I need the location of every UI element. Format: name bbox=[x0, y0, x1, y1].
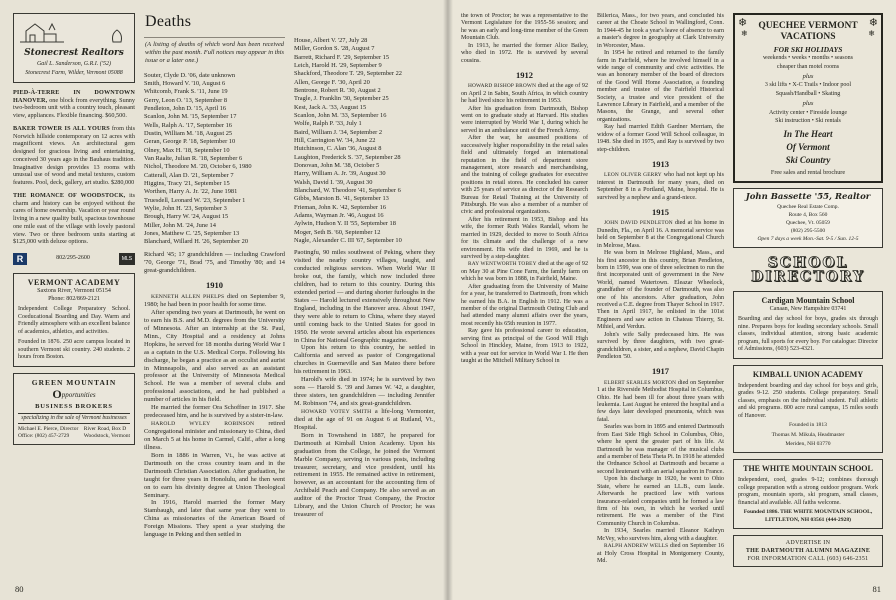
obituary-paragraph: LEON OLIVER GERRY who had not kept up his interest in Dartmouth for many years, died on September 8 in a Portland, Maine, hospital. He is survived by a nephew and a grand-niece. bbox=[597, 172, 724, 201]
ad-quechee-vacations bbox=[733, 13, 883, 183]
obituary-paragraph: Born in 1886 in Warren, Vt., he was active at Dartmouth on the cross country team and in the Dartmouth Christian Association. After graduation, he taught for three years in Honolulu, and he then went on to earn his divinity degree at Union Theological Seminary. bbox=[144, 451, 285, 499]
gm-address1: River Road, Box D bbox=[83, 426, 127, 433]
page-right bbox=[448, 0, 896, 600]
obituary-paragraph: RAY WENTWORTH TOBEY died at the age of 92 on May 30 at Pine Cone Farm, the family farm on which he was born in 1888, in Fairfield, Maine. bbox=[461, 261, 588, 283]
obituary-paragraph: He married the former Ora Schoffner in 1917. She predeceased him, and he is survived by a sister-in-law. bbox=[144, 404, 285, 420]
cardigan-body: Boarding and day school for boys, grades six through nine. Prepares boys for leading secondary schools. Small classes, individual attention, strong basic academic program, full sports for every boy. For catalogue: Director of Admissions, (603) 523-4321. bbox=[738, 316, 878, 353]
death-list-entry: Gerry, Leon O. '13, September 8 bbox=[144, 96, 228, 104]
class-year-heading: 1917 bbox=[652, 366, 669, 377]
death-list-entry: Laughton, Frederick S. '37, September 28 bbox=[294, 153, 401, 161]
right-ad-column bbox=[733, 13, 883, 592]
deaths-list-col2 bbox=[294, 37, 435, 245]
ad-green-mountain-brokers bbox=[13, 373, 135, 445]
death-list-entry: Baird, William J. '34, September 2 bbox=[294, 128, 383, 136]
kimball-founded: Founded in 1813 bbox=[789, 422, 827, 429]
advertise-line3: FOR INFORMATION CALL (603) 646-2351 bbox=[747, 556, 869, 562]
deceased-name: HOWARD VOTEY SMITH bbox=[301, 408, 372, 415]
realtor-logo-row bbox=[13, 253, 135, 265]
kimball-headmaster: Thomas M. Mikula, Headmaster bbox=[771, 431, 845, 438]
obituary-paragraph: Ray gave his professional career to education, serving first as principal of the Good Will High School in Hinckley, Maine, from 1913 to 1922, with a year out for service in World War I. He then taught at the Mitchell Military School in bbox=[461, 328, 588, 364]
obituary-paragraph: RALPH ANDREW WELLS died on September 16 at Holy Cross Hospital in Montgomery County, Md. bbox=[597, 543, 724, 564]
quechee-features1a: 3 ski lifts • X-C Trails • Indoor pool bbox=[764, 82, 852, 89]
death-list-entry: Harry, William A. Jr. '39, August 30 bbox=[294, 170, 386, 178]
cardigan-name: Cardigan Mountain School bbox=[761, 295, 855, 305]
deceased-name: HOWARD BISHOP BROWN bbox=[468, 83, 537, 90]
stonecrest-listings bbox=[13, 89, 135, 251]
death-list-entry: Wolfe, Ralph P. '33, July 1 bbox=[294, 120, 362, 128]
quechee-title-line1: QUECHEE VERMONT bbox=[758, 21, 858, 31]
obituary-paragraph: JOHN DAVID PENDLETON died at his home in Dunedin, Fla., on April 16. A memorial service was held on September 8 at the Congregational Church in Melrose, Mass. bbox=[597, 220, 724, 249]
white-mountain-name: THE WHITE MOUNTAIN SCHOOL bbox=[743, 464, 873, 474]
deceased-name: HAROLD WYLEY ROBINSON bbox=[151, 421, 255, 428]
farmhouse-illustration bbox=[18, 18, 128, 44]
death-list-entry: Nichol, Theodore M. '20, October 6, 1980 bbox=[144, 163, 252, 171]
business-brokers-label: BUSINESS BROKERS bbox=[35, 402, 113, 410]
decorative-o: O bbox=[52, 386, 62, 401]
mls-icon: MLS bbox=[119, 253, 135, 265]
death-list-entry: Miller, Gordon S. '28, August 7 bbox=[294, 45, 375, 53]
death-list-entry: Jones, Matthew C. '25, September 13 bbox=[144, 230, 240, 238]
obituary-paragraph: HOWARD VOTEY SMITH a life-long Vermonter, died at the age of 91 on August 6 at Rutland, Vt., Hospital. bbox=[294, 407, 435, 431]
class-year-heading: 1910 bbox=[206, 279, 223, 290]
death-list-entry: Allen, George F. '30, April 20 bbox=[294, 78, 370, 86]
gm-contact-left bbox=[18, 426, 78, 440]
green-mountain-opportunities bbox=[18, 387, 130, 402]
death-list-entry: Moger, Seth B. '60, September 12 bbox=[294, 228, 381, 236]
deceased-name: KENNETH ALLEN PHELPS bbox=[151, 294, 225, 301]
obituary-paragraph: Searles was born in 1895 and entered Dartmouth from East Side High School in Columbus, Ohio, where he spent the greater part of his life. At Dartmouth he was manager of the musical clubs and a member of Beta Theta Pi. In 1918 he attended the Ordnance School at Dartmouth and became a second lieutenant with an aerial squadron in France. bbox=[597, 424, 724, 475]
class-year-heading: 1915 bbox=[652, 207, 669, 218]
obituary-paragraph: Ray had married Edith Gardner Merriam, the widow of a former Good Will School colleague, in 1948. She died in 1975, and Ray is survived by two step-children. bbox=[597, 124, 724, 153]
quechee-heart1: In The Heart bbox=[783, 128, 833, 139]
obituary-paragraph: In 1954 he retired and returned to the family farm in Fairfield, where he involved himself in a wide range of community and civic activities. He was an honorary member of the board of directors of the Good Will Home Association, a founding member and trustee of the Fairfield Historical Society, a trustee and vice president of the Lawrence Library in Fairfield, and a member of the Masons, the Grange, and several other organizations. bbox=[597, 50, 724, 123]
obituary-paragraph: HOWARD BISHOP BROWN died at the age of 92 on April 2 in Sabin, South Africa, in which country he had lived since his retirement in 1953. bbox=[461, 83, 588, 105]
deceased-name: RAY WENTWORTH TOBEY bbox=[468, 261, 537, 268]
death-list-entry: Donovan, John M. '38, October 5 bbox=[294, 161, 380, 169]
death-list-entry: Barrett, Richard F. '29, September 15 bbox=[294, 53, 390, 61]
death-list-entry: Blanchard, W. Theodore '41, September 6 bbox=[294, 186, 401, 194]
death-list-entry: Frieman, John K. '42, September 16 bbox=[294, 203, 387, 211]
death-list-entry: Nagle, Alexander C. III '67, September 10 bbox=[294, 236, 402, 244]
obituary-paragraph: ELBERT SEARLES MORTON died on September 1 at the Riverside Methodist Hospital in Columbus, Ohio. He had been ill for about three years with leukemia. Last August he entered the hospital and a few days later developed pneumonia, which was fatal. bbox=[597, 379, 724, 423]
vermont-academy-address: Saxtons River, Vermont 05154 bbox=[37, 288, 111, 294]
property-listing: BAKER TOWER IS ALL YOURS from this Norwich hillside contemporary on 12 acres with magnificent views. An architectural gem designed for gracious living and entertaining, conceived 30 years ago in the Bauhaus tradition. Imaginative design provides 13 rooms with unusual use of wood and metal textures, custom features. Pool, deck, gallery, art studio. $280,000 bbox=[13, 124, 135, 186]
obituary-paragraph: After spending two years at Dartmouth, he went on to earn his B.S. and M.D. degrees from the University of Minnesota. After an internship at the St. Paul, Minn., City Hospital and a residency at Johns Hopkins, he served for 18 months during World War I as a captain in the U.S. Medical Corps. Following his discharge, he began a practice as an occulist and aurist in Minneapolis, and also served as an assistant professor at the University of Minnesota Medical School. He was a member of several clubs and professional associations, and he had published a number of articles in his field. bbox=[144, 308, 285, 404]
quechee-heart2: Of Vermont bbox=[786, 141, 830, 152]
vermont-academy-body2: Founded in 1876. 250 acre campus located in southern Vermont ski country. 240 students. 2 hours from Boston. bbox=[18, 339, 130, 360]
obituary-paragraph: He was born in Melrose Highland, Mass., and his first ancestor in this country, Brian Pendleton, born in 1599, was one of three selectmen to run the first incorporated unit of government in the New World, named Watertown. Eleazar Wheelock, grandfather of the founder of Dartmouth, was also one of his ancestors. After graduation, John received a C.E. degree from Thayer School in 1917. Then in April 1917, he enlisted in the 101st Engineers and saw action in Chateau Thierry, St. Mihiel, and Verdun. bbox=[597, 250, 724, 331]
left-column-2 bbox=[294, 37, 435, 592]
deceased-name: THE ROMANCE OF WOODSTOCK, bbox=[13, 191, 126, 199]
obituary-paragraph: HAROLD WYLEY ROBINSON retired Congregational minister and missionary to China, died on March 5 at his home in Carmel, Calif., after a long illness. bbox=[144, 420, 285, 451]
quechee-brochure: Free sales and rental brochure bbox=[770, 168, 846, 176]
opportunities-text: pportunities bbox=[61, 390, 96, 399]
obituary-paragraph: After graduating from the University of Maine for a year, he transferred to Dartmouth, from which he earned his B.A. in English in 1912. He was a member of the original Dartmouth Outing Club and had attended many alumni affairs over the years, most recently his 65th reunion in 1977. bbox=[461, 283, 588, 327]
realtor-r-icon: R bbox=[13, 253, 27, 265]
directory-word-school: SCHOOL bbox=[767, 254, 849, 271]
deaths-notice: (A listing of deaths of which word has been received within the past month. Full notices may appear in this issue or a later one.) bbox=[144, 37, 285, 69]
stonecrest-logo-text: Stonecrest Realtors bbox=[24, 47, 124, 58]
death-list-entry: Scanlon, John M. '33, September 16 bbox=[294, 111, 387, 119]
deceased-name: BAKER TOWER IS ALL YOURS bbox=[13, 124, 110, 132]
deceased-name: PIED-À-TERRE IN DOWNTOWN HANOVER, bbox=[13, 88, 135, 104]
directory-word-directory: DIRECTORY bbox=[751, 269, 865, 286]
death-list-entry: Wylie, John H. '23, September 3 bbox=[144, 205, 227, 213]
death-list-entry: Adams, Wayman Jr. '46, August 16 bbox=[294, 211, 384, 219]
obituaries-left1 bbox=[144, 251, 285, 539]
death-list-entry: Walsh, David I. '39, August 30 bbox=[294, 178, 373, 186]
quechee-features2b: Ski instruction • Ski rentals bbox=[775, 118, 841, 124]
quechee-plus1: plus bbox=[802, 73, 814, 81]
ad-john-bassette-realtor bbox=[733, 188, 883, 247]
bassette-address2: Quechee, Vt. 05059 bbox=[786, 220, 830, 227]
obituary-paragraph: Upon his return to this country, he settled in California and served as pastor of Congregational churches in Guerneville and San Mateo there before his retirement in 1963. bbox=[294, 344, 435, 376]
death-list-entry: Brough, Harry W. '24, August 15 bbox=[144, 213, 229, 221]
death-list-entry: Dustin, William M. '18, August 25 bbox=[144, 130, 233, 138]
death-list-entry: Aylwin, Hudson Y. II '55, September 18 bbox=[294, 220, 396, 228]
obituary-paragraph: After his retirement in 1953, Bishop and his wife, the former Ruth Wales Randall, whom he married in 1929, decided to move to South Africa for its climate and the challenge of a new environment. His wife died in 1969, and he is survived by a step-daughter. bbox=[461, 216, 588, 261]
property-listing: PIED-À-TERRE IN DOWNTOWN HANOVER, one block from everything. Sunny two-bedroom unit with a country touch, pleasant view, appliances. Flexible financing. $60,500. bbox=[13, 88, 135, 119]
death-list-entry: Gibbs, Marston B. '41, September 13 bbox=[294, 195, 389, 203]
death-list-entry: Whitcomb, Frank S. '11, June 19 bbox=[144, 88, 228, 96]
obituary-paragraph: Harold's wife died in 1974; he is survived by two sons — Harold S. '39 and James W. '42, a daughter, three sisters, ten grandchildren — including Jennifer M. Robinson '74, and six great-grandchildren. bbox=[294, 376, 435, 408]
bassette-name: John Bassette '55, Realtor bbox=[745, 192, 871, 203]
obituary-paragraph: Paotingfu, 90 miles southwest of Peking, where they visited the nearby country villages, taught, and conducted religious services. When World War II broke out, the family, which now included three children, had to return to this country. During this extended period — and during shorter furloughs in the States — Harold lectured extensively throughout New England, including in the Hanover area. About 1947, they were able to return to China, where they stayed until coming back to the United States for good in 1950. He wrote several articles about his experiences in China for National Geographic magazine. bbox=[294, 249, 435, 344]
obituary-paragraph: John's wife Sally predeceased him. He was survived by three daughters, with two great-grandchildren, a sister, and a nephew, David Chapin Pendleton '50. bbox=[597, 331, 724, 361]
snowflake-icon: ❄ bbox=[868, 29, 875, 38]
stonecrest-phone: 802/295-2600 bbox=[56, 255, 90, 262]
ad-advertise-notice bbox=[733, 535, 883, 567]
ad-kimball-union-academy bbox=[733, 365, 883, 453]
death-list-entry: Smith, Howard V. '10, August 6 bbox=[144, 80, 226, 88]
death-list-entry: Shackford, Theodore T. '29, September 22 bbox=[294, 70, 402, 78]
bassette-phone: (802) 295-5500 bbox=[790, 228, 826, 235]
cardigan-location: Canaan, New Hampshire 03741 bbox=[769, 305, 847, 312]
kimball-name: KIMBALL UNION ACADEMY bbox=[752, 369, 864, 379]
ad-vermont-academy bbox=[13, 273, 135, 367]
death-list-entry: Tragle, J. Franklin '30, September 25 bbox=[294, 95, 389, 103]
death-list-entry: Olney, Max H. '18, September 10 bbox=[144, 146, 230, 154]
death-list-entry: Van Raalte, Julian R. '18, September 6 bbox=[144, 155, 243, 163]
snowflake-icon: ❄ bbox=[738, 17, 748, 29]
bassette-company: Quechee Real Estate Comp. bbox=[777, 203, 839, 210]
kimball-body: Independent boarding and day school for boys and girls, grades 9-12. 250 students. College preparatory. Small classes, emphasis on the individual student. Full athletic and ski programs. 800 acre rural campus, 15 miles south of Hanover. bbox=[738, 382, 878, 419]
deceased-name: LEON OLIVER GERRY bbox=[604, 172, 662, 179]
green-mountain-title: GREEN MOUNTAIN bbox=[31, 377, 117, 387]
death-list-entry: Bentrone, Robert R. '30, August 2 bbox=[294, 86, 381, 94]
death-list-entry: Scanlon, John M. '15, September 17 bbox=[144, 113, 237, 121]
page-number-right: 81 bbox=[872, 584, 881, 594]
deceased-name: JOHN DAVID PENDLETON bbox=[604, 220, 673, 227]
quechee-title-line2: VACATIONS bbox=[780, 32, 836, 43]
right-column-1 bbox=[461, 13, 588, 592]
obituary-paragraph: In 1916, Harold married the former Mary Stambaugh, and later that same year they went to China as missionaries of the American Board of Foreign Missions. They spent a year studying the language in Peking and then settled in bbox=[144, 499, 285, 539]
white-mountain-footer: Founded 1886. THE WHITE MOUNTAIN SCHOOL, LITTLETON, NH 03561 (444-2928) bbox=[743, 509, 873, 523]
death-list-entry: Geran, George P. '18, September 10 bbox=[144, 138, 236, 146]
death-list-entry: Catterall, Alan D. '21, September 7 bbox=[144, 171, 234, 179]
obituary-paragraph: Billerica, Mass., for two years, and concluded his career at the Choate School in Wallingford, Conn. In 1944-45 he took a year's leave of absence to earn a master's degree in geography at Clark University in Worcester, Mass. bbox=[597, 13, 724, 49]
ad-white-mountain-school bbox=[733, 459, 883, 529]
death-list-entry: Hutchinson, C. Alan '36, August 8 bbox=[294, 145, 382, 153]
bassette-hours: Open 7 days a week Mon.-Sat. 9-5 / Sun. 12-5 bbox=[757, 236, 859, 243]
obituary-paragraph: In 1934, Searles married Eleanor Kathryn McVey, who survives him, along with a daughter. bbox=[597, 528, 724, 542]
obituary-paragraph: After the war, he assumed positions of successively higher responsibility in the retail sales field and ultimately forged an international reputation in the field of department store management, store research and merchandising, and the training of college graduates for executive positions in retail stores. He concluded his career with 25 years of service as director of the Research Bureau for Retail Training at the University of Pittsburgh. He was also a member of a number of civic and professional organizations. bbox=[461, 135, 588, 216]
death-list-entry: Higgins, Tracy '21, September 15 bbox=[144, 180, 230, 188]
obituary-paragraph: After his graduation from Dartmouth, Bishop went on to graduate study at Harvard. His studies were interrupted by World War I, during which he served in an ambulance unit of the French Army. bbox=[461, 105, 588, 134]
death-list-entry: Hill, Carrington W. '34, June 22 bbox=[294, 136, 376, 144]
death-list-entry: Wells, Ralph A. '17, September 16 bbox=[144, 121, 232, 129]
death-list-entry: Worthen, Harry A. Jr. '22, June 1981 bbox=[144, 188, 238, 196]
deaths-list-col1 bbox=[144, 72, 285, 247]
stonecrest-address: Stonecrest Farm, Wilder, Vermont 05088 bbox=[25, 70, 123, 77]
vermont-academy-title: VERMONT ACADEMY bbox=[27, 278, 121, 287]
quechee-plus2: plus bbox=[802, 100, 814, 108]
kimball-location: Meriden, NH 03770 bbox=[785, 441, 831, 448]
ad-cardigan-mountain-school bbox=[733, 291, 883, 359]
deceased-name: RALPH ANDREW WELLS bbox=[604, 543, 669, 550]
snowflake-icon: ❄ bbox=[741, 29, 748, 38]
deceased-name: ELBERT SEARLES MORTON bbox=[604, 379, 677, 386]
quechee-heart3: Ski Country bbox=[785, 155, 831, 166]
green-mountain-tagline: specializing in the sale of Vermont businesses bbox=[18, 413, 130, 424]
left-ad-column bbox=[13, 13, 135, 592]
bassette-address1: Route 4, Box 560 bbox=[788, 212, 828, 219]
page-number-left: 80 bbox=[15, 584, 24, 594]
death-list-entry: Blanchard, Willard H. '26, September 20 bbox=[144, 238, 249, 246]
left-page-columns bbox=[144, 37, 435, 592]
white-mountain-body: Independent, coed, grades 9-12; combines thorough college preparation with a strong outdoor program. Work program, mountain sports, ski program, small classes, financial aid available. All faiths welcome. bbox=[738, 477, 878, 506]
gm-office-phone: Office: (802) 457-2729 bbox=[18, 433, 70, 440]
obituary-paragraph: Upon his discharge in 1920, he went to Ohio State, where he earned an LL.B., cum laude. Afterwards he practiced law with various insurance-related companies until he formed a law firm of his own, in which he worked until retirement. He was a member of the First Community Church in Columbus. bbox=[597, 476, 724, 527]
vermont-academy-phone: Phone: 802/869-2121 bbox=[48, 295, 100, 302]
right-column-2 bbox=[597, 13, 724, 592]
death-list-entry: Leich, Harold H. '29, September 9 bbox=[294, 61, 382, 69]
obituary-paragraph: Born in Townshend in 1887, he prepared for Dartmouth at Kimball Union Academy. Upon his graduation from the College, he joined the Vermont Marble Company, serving in various posts, including treasurer, secretary, and vice president, until his retirement in 1955. He remained active in retirement, however, as an accountant for the accounting firm of Archibald Peach and Company. He also served as an auditor of the Proctor Trust Company, the Proctor Library, and the Union Church of Proctor; he was treasurer of bbox=[294, 431, 435, 519]
death-list-entry: Pendleton, John D. '15, April 16 bbox=[144, 105, 227, 113]
obituary-paragraph: KENNETH ALLEN PHELPS died on September 9, 1980; he had been in poor health for some time. bbox=[144, 293, 285, 309]
gm-contact-right bbox=[84, 426, 130, 440]
quechee-subtitle: FOR SKI HOLIDAYS bbox=[773, 44, 843, 54]
snowflake-icon: ❄ bbox=[868, 17, 878, 29]
death-list-entry: Truesdell, Leonard W. '23, September 1 bbox=[144, 196, 246, 204]
obituaries-left2 bbox=[294, 249, 435, 519]
quechee-features2a: Activity center • Fireside lounge bbox=[768, 109, 848, 116]
obituary-paragraph: In 1913, he married the former Alice Bailey, who died in 1972. He is survived by several cousins. bbox=[461, 42, 588, 64]
ad-stonecrest-realtors bbox=[13, 13, 135, 83]
class-year-heading: 1913 bbox=[652, 159, 669, 170]
advertise-line1: ADVERTISE IN bbox=[785, 539, 831, 546]
school-directory-heading bbox=[733, 256, 883, 285]
section-title: Deaths bbox=[145, 13, 192, 30]
quechee-features1b: Squash/Handball • Skating bbox=[775, 90, 841, 97]
green-mountain-contacts bbox=[18, 426, 130, 440]
gm-director: Michael E. Pierce, Director bbox=[18, 426, 79, 433]
quechee-line1: weekends • weeks • months • seasons bbox=[763, 55, 853, 62]
death-list-entry: House, Albert V. '27, July 28 bbox=[294, 37, 368, 44]
property-listing: THE ROMANCE OF WOODSTOCK, its charm and history can be enjoyed without the cares of home ownership. Vacation or year round living in a new quality built, spacious townhouse one mile east of the village with lovely pastoral view. Two or three bedroom units starting at $125,000 with deluxe options. bbox=[13, 191, 135, 246]
vermont-academy-body: Independent College Preparatory School. Coeducational Boarding and Day. Warm and Friendly atmosphere with an excellent balance of academics, athletics, and activities. bbox=[18, 306, 130, 335]
stonecrest-agent: Gail L. Sanderson, G.R.I. ('52) bbox=[36, 60, 112, 67]
class-year-heading: 1912 bbox=[516, 69, 533, 80]
death-list-entry: Souter, Clyde D. '06, date unknown bbox=[144, 71, 236, 79]
advertise-line2: THE DARTMOUTH ALUMNI MAGAZINE bbox=[745, 547, 871, 554]
obituary-paragraph: Richard '45; 17 grandchildren — including Crawford '70, George '71, Brad '75, and Timothy '80; and 14 great-grandchildren. bbox=[144, 250, 285, 274]
quechee-line2: cheaper than motel rooms bbox=[776, 63, 840, 70]
obituary-paragraph: the town of Proctor; he was a representative to the Vermont Legislature for the 1955-56 session; and he was an early and long-time member of the Green Mountain Club. bbox=[461, 13, 588, 42]
death-list-entry: Miller, John M. '24, June 14 bbox=[144, 221, 216, 229]
right-page-columns bbox=[461, 13, 724, 592]
left-column-1 bbox=[144, 37, 285, 592]
gm-address2: Woodstock, Vermont bbox=[83, 433, 130, 440]
deaths-section bbox=[144, 13, 435, 592]
death-list-entry: Kest, Jack A. '33, August 15 bbox=[294, 103, 367, 111]
